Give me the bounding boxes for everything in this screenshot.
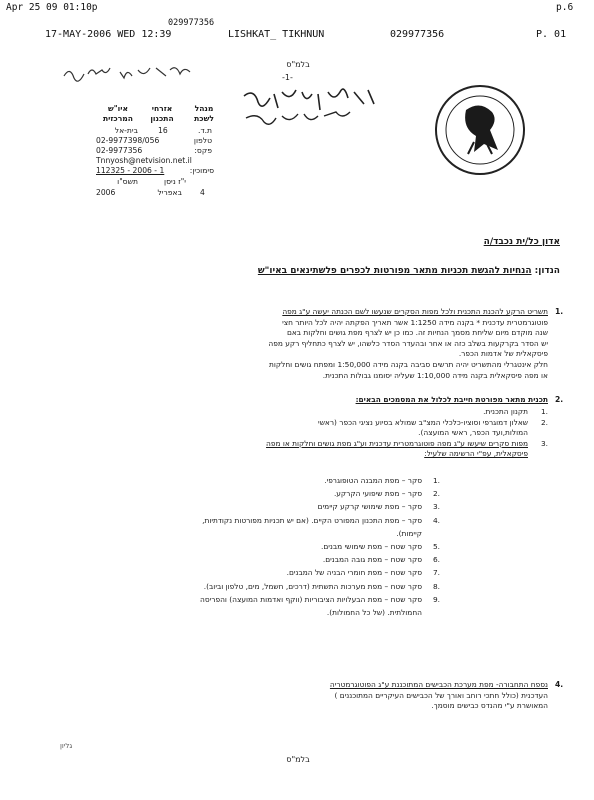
fax-label: פקס: [194,146,212,155]
list-item: החמולתית. (של כל החמולות). [326,608,422,618]
date-day: 4 [200,188,205,197]
handwritten-note [238,86,388,134]
list-item: קיימות). [396,528,422,538]
footer-scribble: גליון [60,742,73,750]
list-item: המולות,ועד הכפר, ראשי המועצה). [418,428,528,438]
pobox-value: 16 [158,126,168,135]
date-hebrew-year: תשס"ו [117,177,138,186]
list-item: 3. מפות סקרים שיעשו ע"ג מפה פוטוגרמטרית עדכנית וע"ג מפת גושים וחלקות או מפה [266,438,548,448]
reference-label: סימוכין: [189,166,214,175]
list-item: 1. סקר – מפת המבנה הטופוגרפי. [324,476,440,485]
date-hebrew-month: י"ז ניסן [164,177,186,186]
reference-number: 112325 - 2006 - 1 [96,166,165,175]
city: בית-אל [114,126,138,135]
fax-header-page: p.6 [556,2,574,13]
pobox-label: ת.ד. [198,126,212,135]
phone-label: טלפון [193,136,212,145]
handwritten-signature-top [60,58,200,86]
letterhead-col-1: מנהל לשכת [194,104,214,124]
list-item: 2. סקר – מפת שיפועי הקרקע. [333,489,440,499]
list-item: 9. סקר שטח – מפת הבעלויות הציבוריות (ווקף ואדמות המועצה) והפריסה [200,594,440,604]
email: Tnnyosh@netvision.net.il [96,156,192,165]
list-item: 4. סקר – מפת התכנון המפורט הקיים. (אם יש תכניות מפורטות נקודתיות, [202,515,440,525]
phone-value: 02-9977398/056 [96,136,160,145]
section-2-marker: 2. [555,395,564,404]
fax-line-date: 17-MAY-2006 WED 12:39 [45,29,172,40]
list-item: 5. סקר שטח – מפת שימושי מבנים. [321,542,440,552]
survey-list [140,474,440,619]
fax-header-number-top: 029977356 [168,18,215,28]
fax-value: 02-9977356 [96,146,143,155]
page-number: -1- [282,73,293,82]
fax-header-timestamp: Apr 25 09 01:10p [6,2,98,13]
date-year: 2006 [96,188,116,197]
classification-top: בלמ"ס [286,60,310,69]
list-item: 7. סקר שטח – מפת חומרי הבניה של המבנים. [286,568,440,578]
fax-line-number: 029977356 [390,29,445,40]
date-month: באפריל [157,188,182,197]
fax-line-sender: LISHKAT_ TIKHNUN [228,29,325,40]
letterhead-col-3: איו"ש המרכזית [102,104,134,124]
subject-line: הנדון: הנחיות להגשת תכניות מתאר מפורטות לכפרים פלשתינאים באיו"ש [257,266,560,276]
list-item: 3. סקר – מפת שימושי קרקע קיימים [317,502,440,512]
list-item: 6. סקר שטח – מפת גובה המבנים. [322,555,440,565]
list-item: פיסקאלית, עפ"י הרשימה שלעיל: [424,449,528,459]
fax-line-page: P. 01 [536,29,567,40]
section-2-items [60,407,548,460]
list-item: 2. שאלון דמוגרפי וסוציו-כלכלי המצ"ב שמולא בסיוע נציגי הכפר (ראשי [318,417,548,427]
section-1-marker: 1. [555,307,564,316]
ministry-seal-logo [430,80,530,180]
list-item: 1. תקנון התכנית. [483,407,548,416]
classification-bottom: בלמ"ס [286,755,310,764]
letterhead-col-2: אזרחי התכנון [150,104,174,124]
section-2-heading: תכנית מתאר מפורטת חייבת לכלול את המסמכים הבאים: [355,395,548,404]
addressee: אדון כל/ית נכבד/ה [483,237,560,247]
section-4-marker: 4. [555,680,564,689]
section-4-body: נספח התחבורה- מפת מערכת הכבישים המתוכננת ע"ג הפוטוגרמטריה העדכנית (כולל חתכי רוחב ואורך של הכבישים העיקריים המתוכננים ) המאושרת ע"י מהנדס כבישים מוסמך. [329,680,548,711]
list-item: 8. סקר שטח – מפת מערכות התשתית (דרכים, חשמל, מים, טלפון וביוב). [203,581,440,591]
section-1-body: תשריט הרקע להכנת התכנית ולכל מפות הסקרים שנעשו לשם הכנתה יעשה ע"ג מפה פוטוגרמטרית עדכנית * בקנה מידה 1:1250 אשר תאריך הפקתה יהיה לכל היותר חצי שנה מוקדם מיום שליחת מסמך הנחיות זה. כמו כן יש לצרף מפת גושים וחלקות באם יש הסדר בקרקעות בשלב כזה או אחר ובהעדר הסדר כלשהו, יש לצרף כתחליף רקע מפה פיסקאלית של אדמות הכפר. חלק אינטגרלי מהתשריט יהיה תרשים סביבה בקנה מידה 1:50,000 ומפתח גושים וחלקות או מפה פיסקאלית בקנה מידה 1:10,000 שעליה יסומנו גבולות התכנית. [268,307,548,380]
